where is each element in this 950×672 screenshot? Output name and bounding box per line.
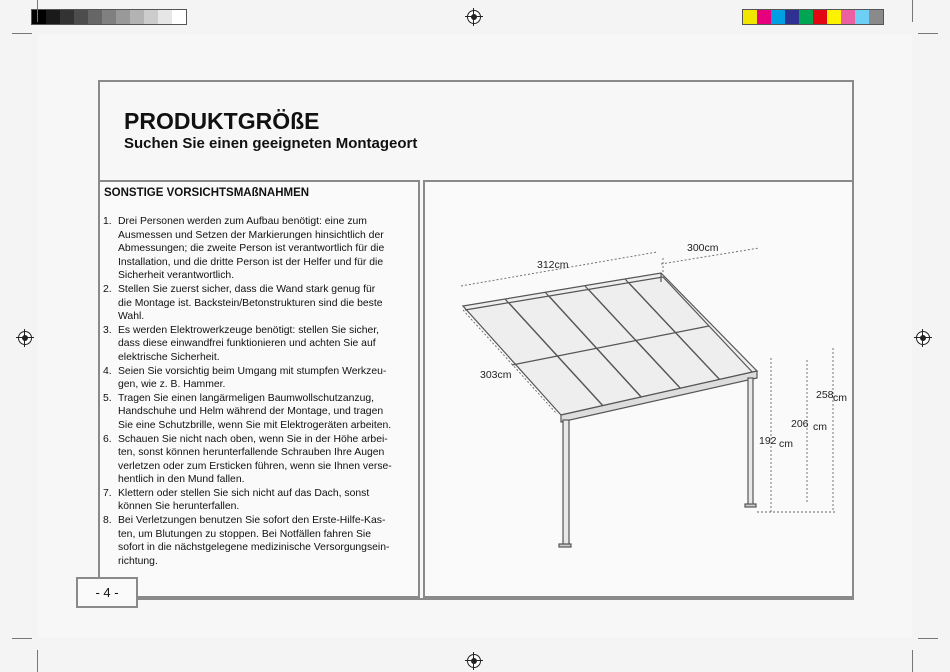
- precaution-line: ten, um Blutungen zu stoppen. Bei Notfällen fahren Sie: [118, 528, 372, 540]
- precautions-panel: [100, 180, 420, 598]
- gray-patch: [116, 10, 130, 24]
- dim-length-side-label: 303cm: [480, 369, 512, 381]
- dim-height-mid-unit: cm: [813, 421, 827, 433]
- gray-patch: [60, 10, 74, 24]
- precaution-line: gen, wie z. B. Hammer.: [118, 379, 226, 391]
- precaution-line: Bei Verletzungen benutzen Sie sofort den Erste-Hilfe-Kas-: [118, 515, 386, 527]
- color-patch: [799, 10, 813, 24]
- color-patch: [743, 10, 757, 24]
- precaution-line: Klettern oder stellen Sie sich nicht auf das Dach, sonst: [118, 487, 370, 499]
- content-frame: [98, 80, 854, 600]
- color-patch: [869, 10, 883, 24]
- crop-mark: [918, 638, 938, 639]
- crop-mark: [918, 33, 938, 34]
- precaution-line: Wahl.: [118, 311, 145, 323]
- precaution-item: [103, 215, 413, 283]
- precaution-line: Stellen Sie zuerst sicher, dass die Wand stark genug für: [118, 283, 376, 295]
- registration-mark-right: [916, 331, 930, 345]
- dim-height-min-unit: cm: [779, 438, 793, 450]
- precaution-line: Es werden Elektrowerkzeuge benötigt: stellen Sie sicher,: [118, 324, 380, 336]
- precaution-number: 1.: [103, 216, 112, 227]
- crop-mark: [37, 0, 38, 22]
- process-color-bar: [742, 9, 884, 25]
- gray-patch: [130, 10, 144, 24]
- precaution-line: verletzen oder zum Ersticken führen, wenn sie Ihnen verse-: [118, 460, 392, 472]
- precaution-item: [103, 433, 413, 487]
- crop-mark: [912, 650, 913, 672]
- precaution-line: elektrische Sicherheit.: [118, 351, 220, 363]
- precaution-line: hentlich in den Mund fallen.: [118, 474, 245, 486]
- precaution-item: [103, 324, 413, 365]
- page-title: PRODUKTGRÖßE: [124, 108, 320, 134]
- gray-patch: [102, 10, 116, 24]
- precaution-item: [103, 283, 413, 324]
- precaution-line: die Montage ist. Backstein/Betonstrukturen sind die beste: [118, 297, 383, 309]
- precaution-line: Tragen Sie einen langärmeligen Baumwollschutzanzug,: [118, 392, 375, 404]
- dim-length-top-label: 312cm: [537, 259, 569, 271]
- precaution-line: Schauen Sie nicht nach oben, wenn Sie in der Höhe arbei-: [118, 433, 388, 445]
- precaution-number: 2.: [103, 283, 112, 295]
- gray-patch: [144, 10, 158, 24]
- precaution-line: ten, sonst können herunterfallende Schrauben Ihre Augen: [118, 447, 385, 459]
- precaution-item: [103, 365, 413, 392]
- color-patch: [785, 10, 799, 24]
- crop-mark: [12, 33, 32, 34]
- dimensions-panel: [423, 180, 852, 598]
- precaution-number: 4.: [103, 365, 112, 377]
- precaution-line: können Sie herunterfallen.: [118, 501, 240, 513]
- gray-patch: [46, 10, 60, 24]
- gray-patch: [88, 10, 102, 24]
- color-patch: [771, 10, 785, 24]
- precaution-line: Ausmessen und Setzen der Markierungen hinsichtlich der: [118, 229, 384, 241]
- precaution-number: 5.: [103, 392, 112, 404]
- precaution-line: Sie eine Schutzbrille, wenn Sie mit Elektrogeräten arbeiten.: [118, 419, 392, 431]
- precaution-number: 3.: [103, 324, 112, 336]
- precaution-number: 7.: [103, 487, 112, 499]
- precaution-line: Drei Personen werden zum Aufbau benötigt: eine zum: [118, 216, 367, 227]
- dim-width-label: 300cm: [687, 242, 719, 254]
- color-patch: [827, 10, 841, 24]
- dim-height-min-num: 192: [759, 435, 777, 447]
- registration-mark-top: [467, 10, 481, 24]
- precaution-line: sofort in die nächstgelegene medizinische Versorgungsein-: [118, 542, 390, 554]
- crop-mark: [37, 650, 38, 672]
- pergola-dimensions-diagram: [425, 182, 852, 596]
- gray-patch: [32, 10, 46, 24]
- precaution-item: [103, 392, 413, 433]
- precaution-number: 6.: [103, 433, 112, 445]
- crop-mark: [12, 638, 32, 639]
- precaution-item: [103, 514, 413, 568]
- grayscale-color-bar: [31, 9, 187, 25]
- precaution-line: dass diese einwandfrei funktionieren und achten Sie auf: [118, 338, 376, 350]
- gray-patch: [74, 10, 88, 24]
- precautions-heading: SONSTIGE VORSICHTSMAßNAHMEN: [104, 187, 310, 199]
- dim-height-mid-num: 206: [791, 418, 809, 430]
- precaution-line: Abmessungen; die zweite Person ist verantwortlich für die: [118, 243, 385, 255]
- precaution-line: richtung.: [118, 555, 158, 567]
- page-subtitle: Suchen Sie einen geeigneten Montageort: [124, 135, 418, 152]
- gray-patch: [158, 10, 172, 24]
- precaution-item: [103, 487, 413, 514]
- color-patch: [813, 10, 827, 24]
- color-patch: [757, 10, 771, 24]
- registration-mark-bottom: [467, 654, 481, 668]
- page-number: - 4 -: [76, 577, 138, 608]
- precaution-line: Seien Sie vorsichtig beim Umgang mit stumpfen Werkzeu-: [118, 365, 387, 377]
- registration-mark-left: [18, 331, 32, 345]
- precaution-line: Handschuhe und Helm während der Montage, und tragen: [118, 406, 384, 418]
- precaution-line: Installation, und die dritte Person ist der Helfer und für die: [118, 256, 384, 268]
- crop-mark: [912, 0, 913, 22]
- dim-height-max-unit: cm: [833, 392, 847, 404]
- precaution-line: Sicherheit verantwortlich.: [118, 270, 235, 282]
- precautions-list: [103, 215, 413, 568]
- dim-height-max-num: 258: [816, 389, 834, 401]
- gray-patch: [172, 10, 186, 24]
- precaution-number: 8.: [103, 515, 112, 527]
- color-patch: [841, 10, 855, 24]
- color-patch: [855, 10, 869, 24]
